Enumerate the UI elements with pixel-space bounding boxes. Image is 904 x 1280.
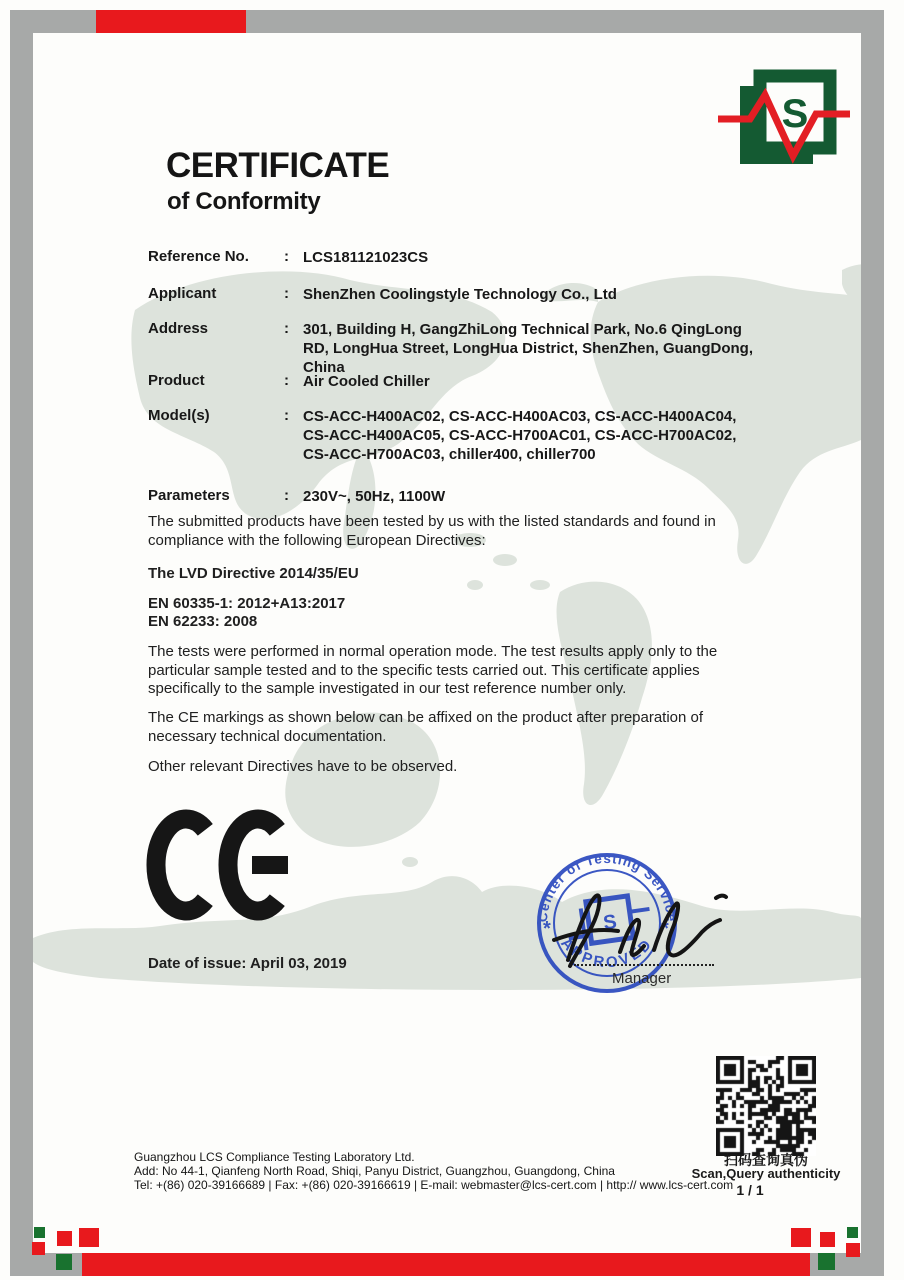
- stamp-star-left: *: [543, 918, 551, 940]
- frame-left: [10, 10, 33, 1276]
- standard-line: EN 60335-1: 2012+A13:2017: [148, 595, 346, 612]
- ce-letter-c: [156, 819, 205, 911]
- other-directives-paragraph: Other relevant Directives have to be observed.: [148, 758, 458, 775]
- footer-contacts: Tel: +(86) 020-39166689 | Fax: +(86) 020-39166619 | E-mail: webmaster@lcs-cert.com | http:// www.lcs-cert.com: [134, 1178, 734, 1192]
- qr-caption-en: Scan,Query authenticity: [691, 1166, 841, 1181]
- field-label: Model(s): [148, 407, 210, 424]
- corner-deco-square: [820, 1232, 835, 1247]
- stamp-logo-letter-s: S: [601, 910, 619, 935]
- date-of-issue: Date of issue: April 03, 2019: [148, 955, 347, 972]
- page-title: CERTIFICATE: [166, 146, 390, 185]
- signer-title: Manager: [612, 970, 672, 987]
- signature: [540, 876, 735, 976]
- lcs-logo: [710, 64, 860, 178]
- corner-deco-square: [32, 1242, 45, 1255]
- corner-deco-square: [57, 1231, 72, 1246]
- ce-marking: [146, 808, 306, 923]
- field-colon: :: [284, 487, 289, 504]
- field-label: Applicant: [148, 285, 217, 302]
- corner-deco-square: [79, 1228, 99, 1247]
- frame-right: [861, 10, 884, 1276]
- corner-deco-square: [818, 1253, 835, 1270]
- qr-caption-cn: 扫码查询真伪: [724, 1152, 808, 1168]
- field-colon: :: [284, 248, 289, 265]
- intro-paragraph: The submitted products have been tested by us with the listed standards and found in compliance with the following European Directives:: [148, 513, 716, 549]
- field-colon: :: [284, 285, 289, 302]
- corner-deco-square: [56, 1254, 72, 1270]
- footer-address: Add: No 44-1, Qianfeng North Road, Shiqi, Panyu District, Guangzhou, Guangdong, China: [134, 1164, 615, 1178]
- standard-line: EN 62233: 2008: [148, 613, 258, 630]
- field-label: Reference No.: [148, 248, 249, 265]
- field-colon: :: [284, 320, 289, 337]
- field-value: LCS181121023CS: [303, 249, 429, 266]
- tests-paragraph: The tests were performed in normal operation mode. The test results apply only to the particular sample tested and to the specific tests carried out. This certificate applies specifically to the sample investigated in our test reference number only.: [148, 643, 718, 697]
- corner-deco-square: [847, 1227, 858, 1238]
- stamp-star-right: *: [661, 918, 669, 940]
- field-value: 230V~, 50Hz, 1100W: [303, 488, 446, 505]
- corner-deco-square: [791, 1228, 811, 1247]
- page-subtitle: of Conformity: [167, 188, 321, 215]
- logo-letter-s: S: [781, 92, 809, 136]
- field-label: Address: [148, 320, 209, 337]
- qr-code: [716, 1056, 816, 1156]
- field-value: Air Cooled Chiller: [303, 373, 430, 390]
- field-colon: :: [284, 407, 289, 424]
- field-label: Product: [148, 372, 205, 389]
- frame-bottom-red-segment: [82, 1253, 810, 1276]
- frame-top-red-segment: [96, 10, 246, 33]
- ce-paragraph: The CE markings as shown below can be affixed on the product after preparation of necessary technical documentation.: [148, 709, 704, 745]
- field-value: 301, Building H, GangZhiLong Technical Park, No.6 QingLong RD, LongHua Street, LongHua District, ShenZhen, GuangDong, China: [303, 321, 753, 376]
- stamp-arc-top-text: Center of Testing Service: [534, 850, 680, 923]
- page-indicator: 1 / 1: [736, 1182, 764, 1198]
- field-label: Parameters: [148, 487, 230, 504]
- field-colon: :: [284, 372, 289, 389]
- footer-company: Guangzhou LCS Compliance Testing Laboratory Ltd.: [134, 1150, 415, 1164]
- directive-heading: The LVD Directive 2014/35/EU: [148, 565, 359, 582]
- corner-deco-square: [846, 1243, 860, 1257]
- corner-deco-square: [34, 1227, 45, 1238]
- field-value: ShenZhen Coolingstyle Technology Co., Ltd: [303, 286, 617, 303]
- field-value: CS-ACC-H400AC02, CS-ACC-H400AC03, CS-ACC-H400AC04, CS-ACC-H400AC05, CS-ACC-H700AC01, CS-ACC-H700AC02, CS-ACC-H700AC03, chiller400, chiller700: [303, 408, 737, 463]
- stamp-arc-bottom-text: APPROVED: [557, 934, 657, 972]
- signature-underline: [574, 964, 714, 966]
